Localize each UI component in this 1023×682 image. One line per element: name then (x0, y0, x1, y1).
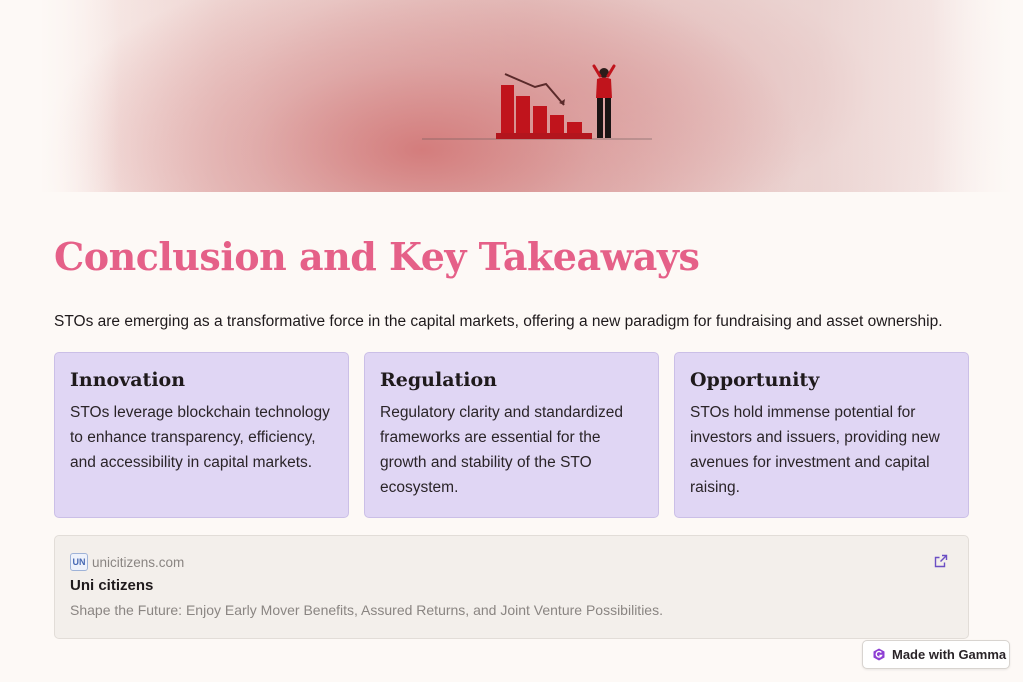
link-preview-card[interactable] (54, 535, 969, 639)
link-title: Uni citizens (70, 577, 154, 594)
link-description: Shape the Future: Enjoy Early Mover Benefits, Assured Returns, and Joint Venture Possibilities. (70, 602, 663, 618)
external-link-icon[interactable] (934, 554, 948, 568)
page-title: Conclusion and Key Takeaways (54, 234, 700, 279)
link-domain: unicitizens.com (92, 554, 185, 570)
takeaway-cards (54, 352, 969, 518)
card-body: Regulatory clarity and standardized frameworks are essential for the growth and stability of the STO ecosystem. (380, 404, 623, 496)
badge-label: Made with Gamma (892, 647, 1007, 662)
gamma-logo-icon (873, 648, 885, 661)
card-body: STOs hold immense potential for investors and issuers, providing new avenues for investment and capital raising. (690, 404, 940, 496)
made-with-gamma-badge[interactable] (862, 640, 1010, 669)
card-innovation (54, 352, 349, 518)
card-body: STOs leverage blockchain technology to enhance transparency, efficiency, and accessibility in capital markets. (70, 404, 330, 471)
card-title: Innovation (70, 369, 186, 391)
card-regulation (364, 352, 659, 518)
intro-text: STOs are emerging as a transformative force in the capital markets, offering a new paradigm for fundraising and asset ownership. (54, 313, 943, 330)
hero-banner (42, 0, 1010, 192)
link-source (70, 552, 953, 572)
falling-chart-illustration (422, 60, 652, 145)
card-title: Regulation (380, 369, 497, 391)
card-title: Opportunity (690, 369, 820, 391)
site-favicon-icon: UN (70, 553, 88, 571)
card-opportunity (674, 352, 969, 518)
